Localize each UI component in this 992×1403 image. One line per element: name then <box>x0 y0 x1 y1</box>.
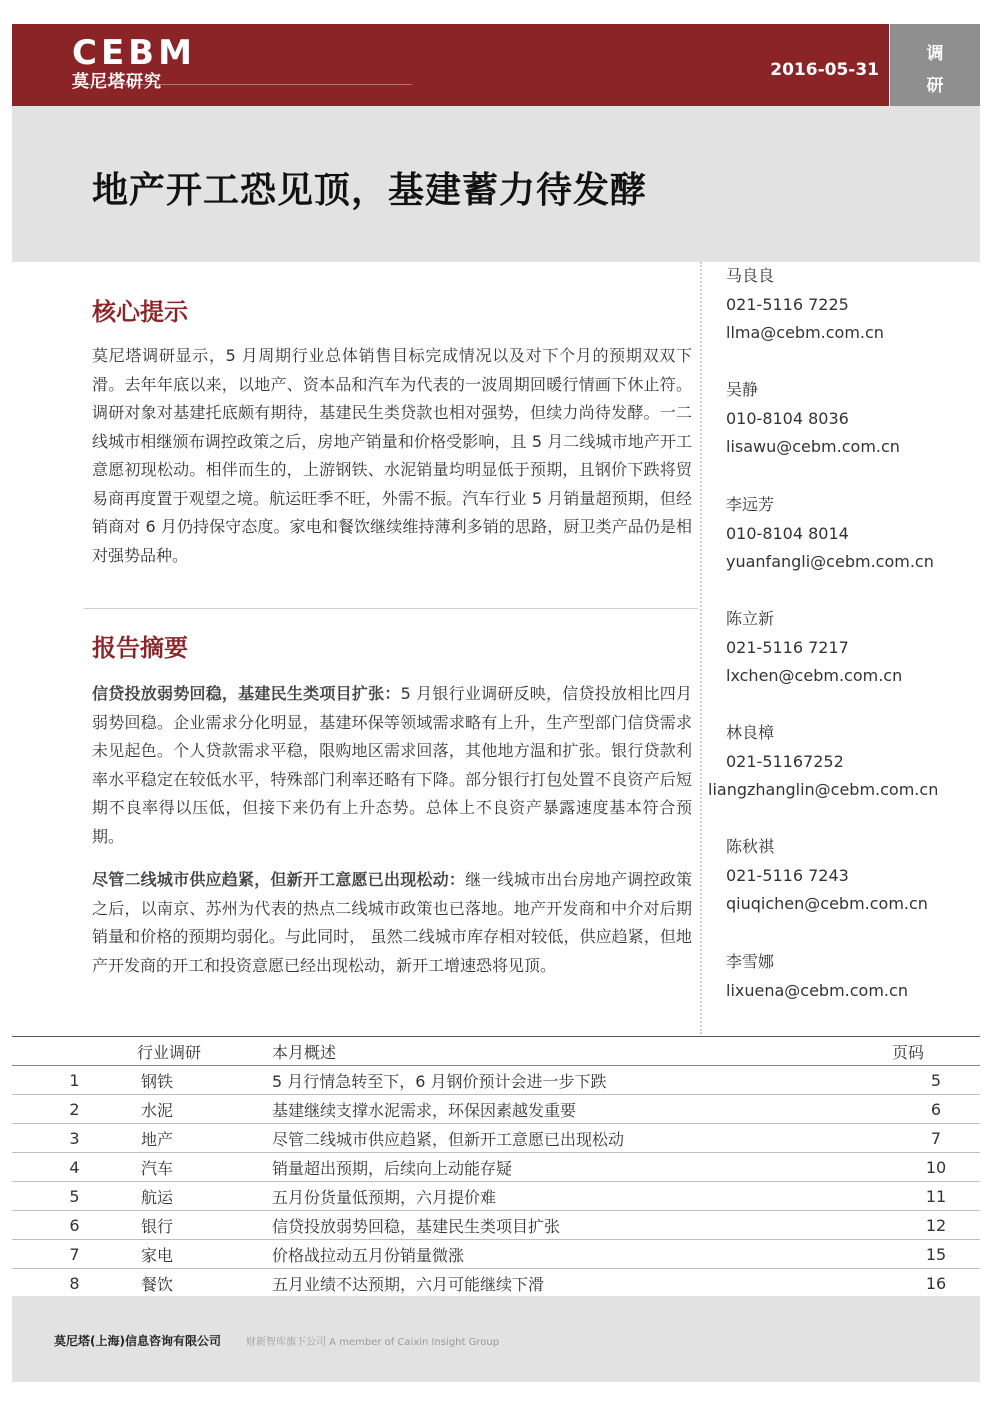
core-text: 莫尼塔调研显示，5 月周期行业总体销售目标完成情况以及对下个月的预期双双下滑。去年年底以来，以地产、资本品和汽车为代表的一波周期回暖行情画下休止符。调研对象对基建托底颇有期待，基建民生类贷款也相对强势，但续力尚待发酵。一二线城市相继颁布调控政策之后，房地产销量和价格受影响，且 5 月二线城市地产开工意愿初现松动。相伴而生的，上游钢铁、水泥销量均明显低于预期，且钢价下跌将贸易商再度置于观望之境。航运旺季不旺，外需不振。汽车行业 5 月销量超预期，但经销商对 6 月仍持保守态度。家电和餐饮继续维持薄利多销的思路，厨卫类产品仍是相对强势品种。 <box>92 346 692 565</box>
row-industry: 银行 <box>137 1211 272 1240</box>
table-row[interactable] <box>12 1124 980 1153</box>
core-heading: 核心提示 <box>92 298 188 326</box>
row-page: 16 <box>892 1269 980 1298</box>
analyst-card <box>706 491 986 577</box>
report-header <box>12 24 889 106</box>
main-content <box>12 262 698 1030</box>
analyst-phone: 021-5116 7243 <box>726 865 849 885</box>
analyst-name: 陈秋祺 <box>726 837 775 856</box>
header-page: 页码 <box>892 1037 980 1066</box>
analyst-card <box>706 719 986 805</box>
table-row[interactable] <box>12 1269 980 1298</box>
analyst-card <box>706 605 986 691</box>
row-page: 10 <box>892 1153 980 1182</box>
table-row[interactable] <box>12 1153 980 1182</box>
cebm-logo <box>72 33 422 92</box>
logo-subtitle: 莫尼塔研究 <box>72 72 162 92</box>
row-industry: 家电 <box>137 1240 272 1269</box>
row-page: 6 <box>892 1095 980 1124</box>
row-number: 4 <box>12 1153 137 1182</box>
report-date: 2016-05-31 <box>770 60 879 80</box>
header-number <box>12 1037 137 1066</box>
row-page: 11 <box>892 1182 980 1211</box>
row-number: 8 <box>12 1269 137 1298</box>
footer-tagline: 财新智库旗下公司 A member of Caixin Insight Group <box>246 1337 500 1348</box>
paragraph-body: 继一线城市出台房地产调控政策之后，以南京、苏州为代表的热点二线城市政策也已落地。地产开发商和中介对后期销量和价格的预期均弱化。与此同时， 虽然二线城市库存相对较低，供应趋紧，但地产开发商的开工和投资意愿已经出现松动，新开工增速恐将见顶。 <box>92 870 692 975</box>
report-title: 地产开工恐见顶，基建蓄力待发酵 <box>92 170 648 211</box>
analyst-email[interactable]: llma@cebm.com.cn <box>726 323 884 342</box>
report-type-line2: 研 <box>926 76 944 96</box>
row-industry: 水泥 <box>137 1095 272 1124</box>
logo-divider <box>72 84 412 85</box>
analyst-phone: 021-5116 7217 <box>726 637 849 657</box>
analyst-name: 李远芳 <box>726 495 775 514</box>
row-summary: 五月业绩不达预期，六月可能继续下滑 <box>272 1269 892 1298</box>
analyst-name: 李雪娜 <box>726 952 775 971</box>
row-summary: 基建继续支撑水泥需求，环保因素越发重要 <box>272 1095 892 1124</box>
analyst-phone: 010-8104 8014 <box>726 523 849 543</box>
footer-company: 莫尼塔(上海)信息咨询有限公司 <box>54 1334 221 1348</box>
analyst-email[interactable]: yuanfangli@cebm.com.cn <box>726 552 934 571</box>
row-page: 15 <box>892 1240 980 1269</box>
summary-heading: 报告摘要 <box>92 634 188 662</box>
row-industry: 航运 <box>137 1182 272 1211</box>
analyst-name: 吴静 <box>726 380 759 399</box>
row-number: 3 <box>12 1124 137 1153</box>
report-type-badge <box>890 24 980 106</box>
analyst-card <box>706 948 986 1005</box>
row-number: 2 <box>12 1095 137 1124</box>
title-band <box>12 106 980 262</box>
row-summary: 销量超出预期，后续向上动能存疑 <box>272 1153 892 1182</box>
table-row[interactable] <box>12 1066 980 1095</box>
header-summary: 本月概述 <box>272 1037 892 1066</box>
row-page: 7 <box>892 1124 980 1153</box>
table-header-row <box>12 1037 980 1066</box>
row-number: 5 <box>12 1182 137 1211</box>
table-row[interactable] <box>12 1095 980 1124</box>
analyst-email[interactable]: lisawu@cebm.com.cn <box>726 437 900 456</box>
row-page: 12 <box>892 1211 980 1240</box>
report-type-line1: 调 <box>926 44 944 64</box>
analyst-name: 陈立新 <box>726 609 775 628</box>
row-summary: 五月份货量低预期，六月提价难 <box>272 1182 892 1211</box>
row-number: 1 <box>12 1066 137 1095</box>
analyst-email[interactable]: lxchen@cebm.com.cn <box>726 666 903 685</box>
row-industry: 钢铁 <box>137 1066 272 1095</box>
row-summary: 尽管二线城市供应趋紧，但新开工意愿已出现松动 <box>272 1124 892 1153</box>
analyst-card <box>706 833 986 919</box>
analyst-name: 马良良 <box>726 266 775 285</box>
paragraph-lead: 信贷投放弱势回稳，基建民生类项目扩张： <box>92 684 401 703</box>
paragraph-lead: 尽管二线城市供应趋紧，但新开工意愿已出现松动： <box>92 870 466 889</box>
analyst-email[interactable]: liangzhanglin@cebm.com.cn <box>708 780 939 799</box>
industry-summary-table <box>12 1036 980 1298</box>
analyst-phone: 021-51167252 <box>726 751 844 771</box>
column-divider <box>700 262 702 1034</box>
table-row[interactable] <box>12 1240 980 1269</box>
analyst-email[interactable]: qiuqichen@cebm.com.cn <box>726 894 928 913</box>
table-row[interactable] <box>12 1211 980 1240</box>
row-number: 6 <box>12 1211 137 1240</box>
analyst-phone: 010-8104 8036 <box>726 408 849 428</box>
section-divider <box>84 608 698 609</box>
analyst-email[interactable]: lixuena@cebm.com.cn <box>726 980 908 1000</box>
row-summary: 5 月行情急转至下，6 月钢价预计会进一步下跌 <box>272 1066 892 1095</box>
analyst-phone: 021-5116 7225 <box>726 294 849 314</box>
row-number: 7 <box>12 1240 137 1269</box>
row-summary: 价格战拉动五月份销量微涨 <box>272 1240 892 1269</box>
table-row[interactable] <box>12 1182 980 1211</box>
row-industry: 汽车 <box>137 1153 272 1182</box>
logo-mark: CEBM <box>72 33 196 73</box>
paragraph-body: 5 月银行业调研反映，信贷投放相比四月弱势回稳。企业需求分化明显，基建环保等领域需求略有上升，生产型部门信贷需求未见起色。个人贷款需求平稳，限购地区需求回落，其他地方温和扩张。银行贷款利率水平稳定在较低水平，特殊部门利率还略有下降。部分银行打包处置不良资产后短期不良率得以压低，但接下来仍有上升态势。总体上不良资产暴露速度基本符合预期。 <box>92 684 692 846</box>
row-summary: 信贷投放弱势回稳，基建民生类项目扩张 <box>272 1211 892 1240</box>
row-page: 5 <box>892 1066 980 1095</box>
header-industry: 行业调研 <box>137 1037 272 1066</box>
page-footer <box>12 1296 980 1382</box>
analyst-name: 林良樟 <box>726 723 775 742</box>
row-industry: 餐饮 <box>137 1269 272 1298</box>
summary-paragraph-credit <box>92 680 692 851</box>
analyst-card <box>706 262 986 348</box>
summary-paragraph-property <box>92 866 692 980</box>
analyst-card <box>706 376 986 462</box>
row-industry: 地产 <box>137 1124 272 1153</box>
